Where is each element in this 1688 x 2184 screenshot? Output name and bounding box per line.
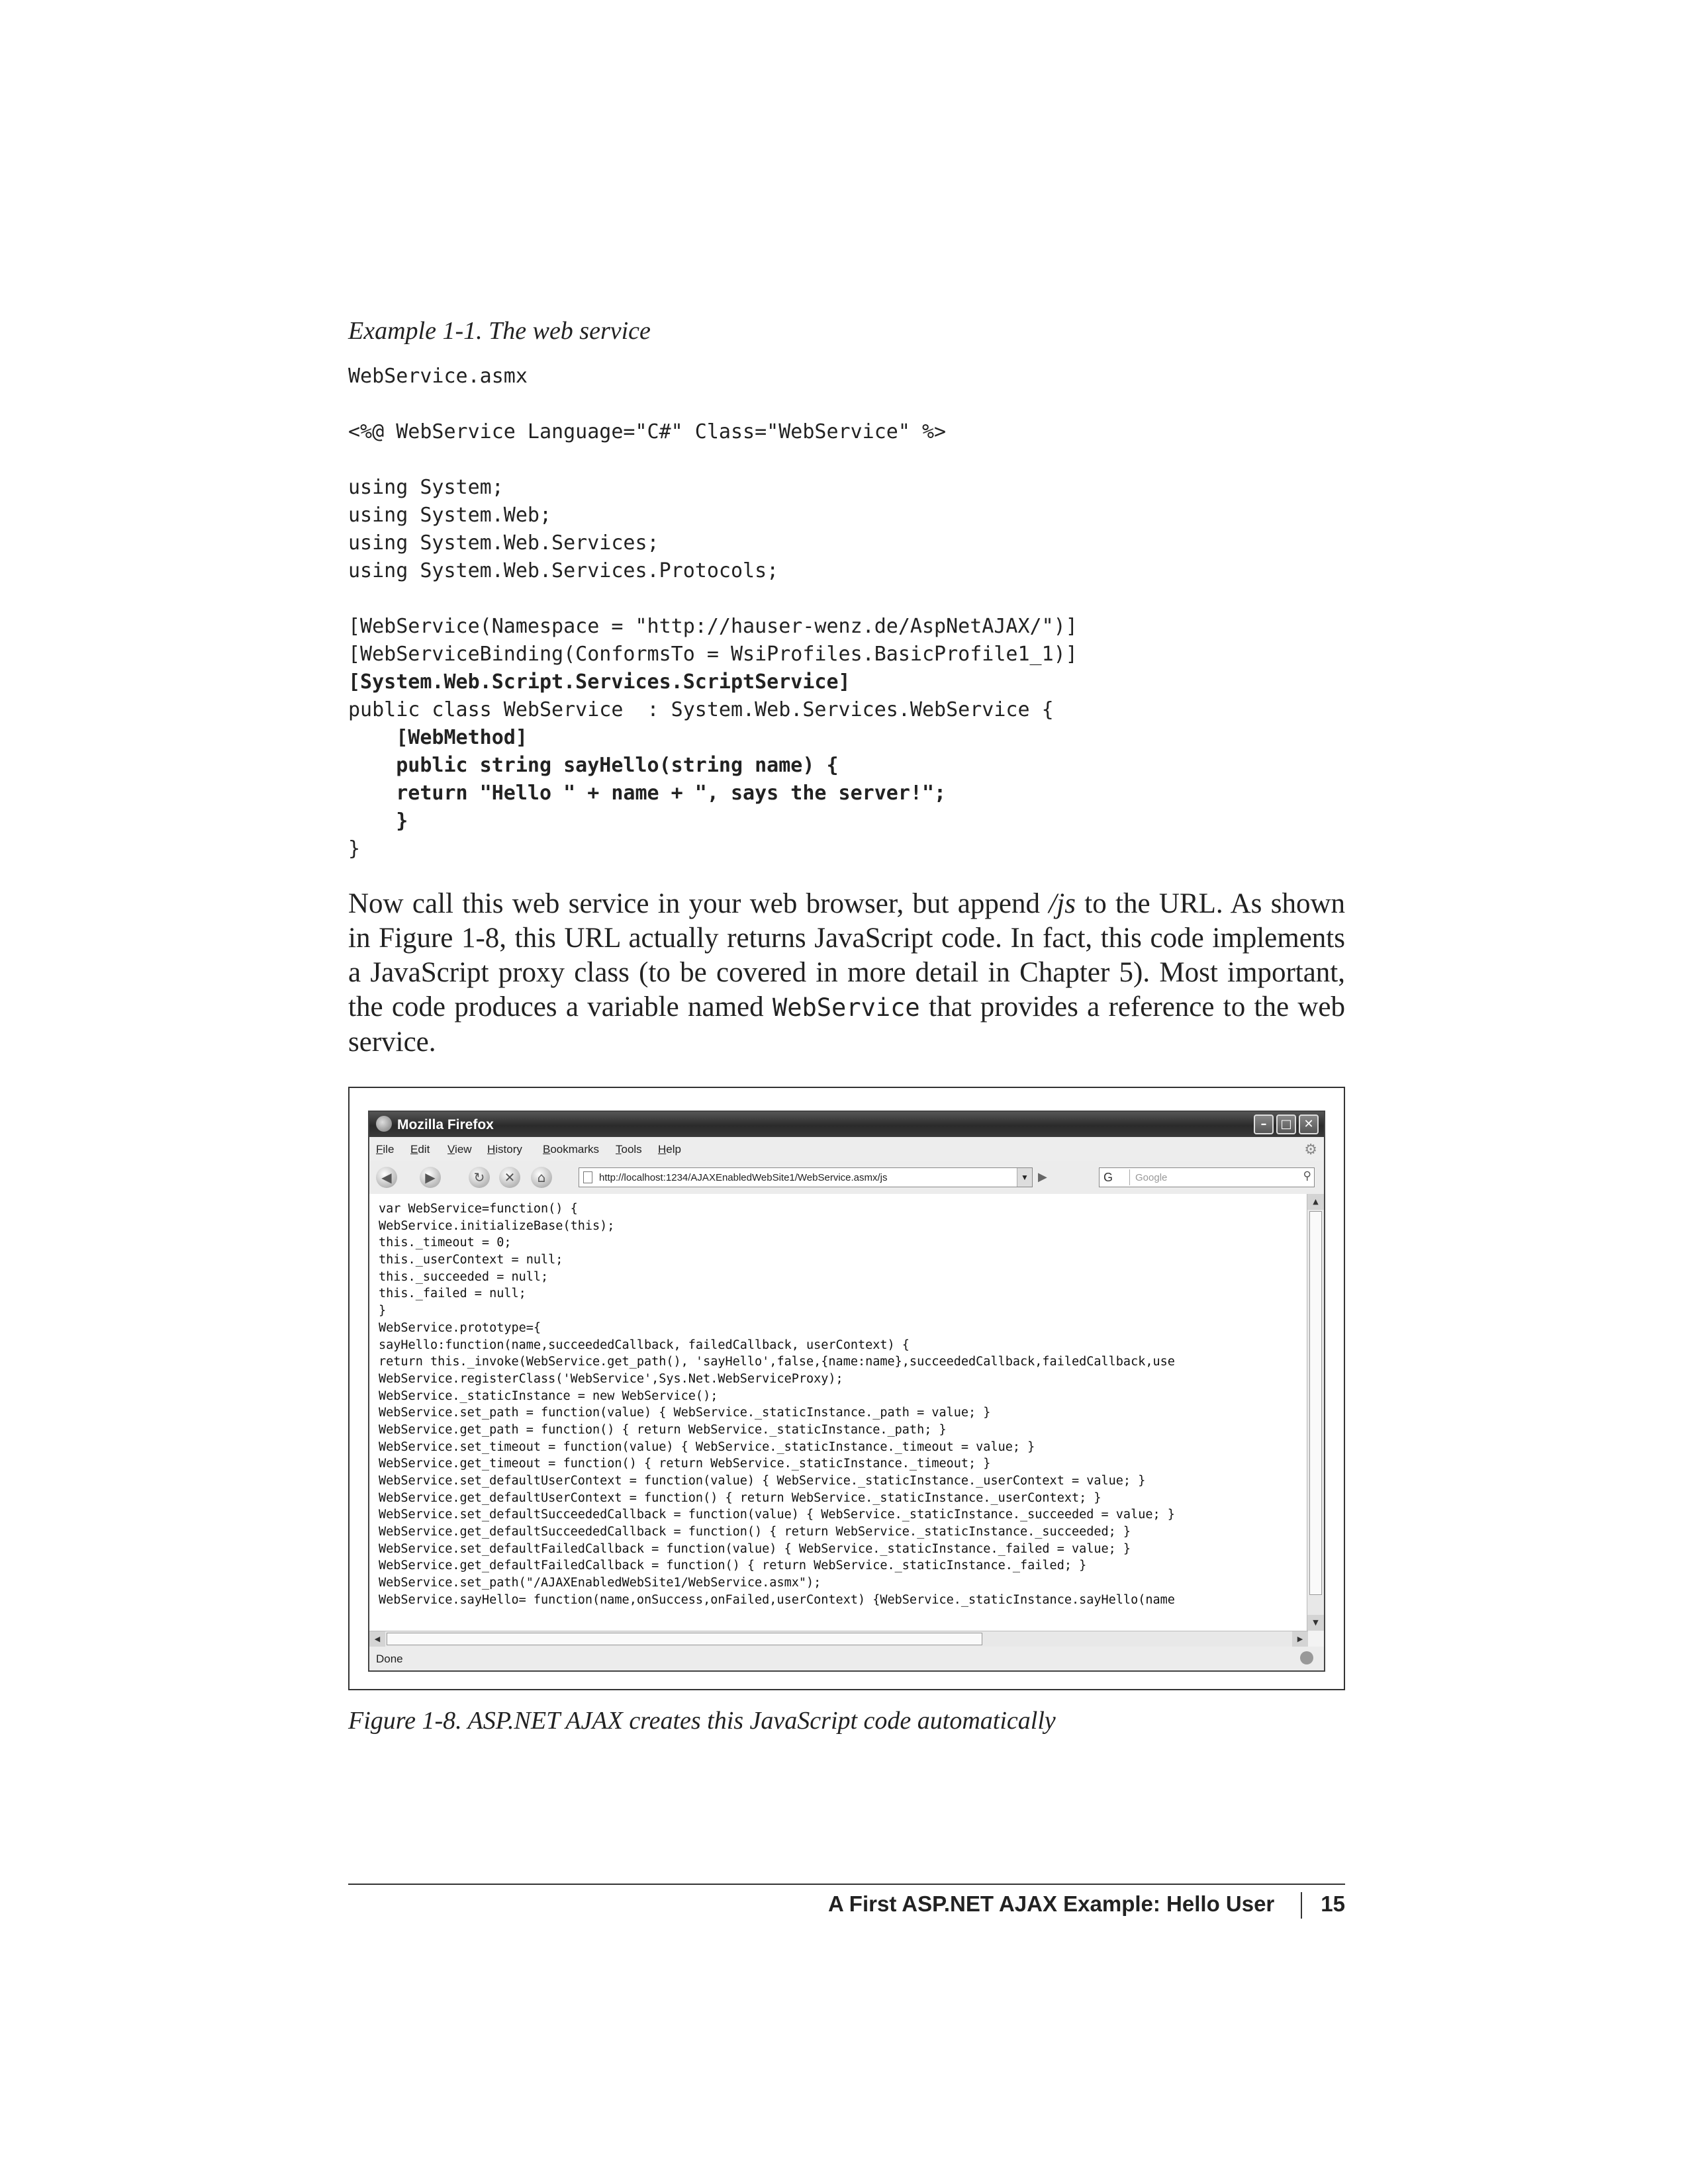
window-title: Mozilla Firefox (397, 1117, 494, 1132)
code-line: using System.Web.Services.Protocols; (348, 559, 779, 582)
scroll-left-icon[interactable]: ◀ (369, 1631, 385, 1647)
status-text: Done (376, 1653, 403, 1665)
vertical-scroll-thumb[interactable] (1309, 1211, 1322, 1595)
menu-edit[interactable]: Edit (410, 1143, 430, 1156)
paragraph-js-path: /js (1049, 888, 1076, 919)
code-line: using System; (348, 476, 504, 499)
code-line: <%@ WebService Language="C#" Class="WebService" %> (348, 420, 947, 443)
js-line: WebService.sayHello= function(name,onSuccess,onFailed,userContext) {WebService._staticInstance.sayHello(name (379, 1592, 1175, 1607)
figure-caption: Figure 1-8. ASP.NET AJAX creates this JavaScript code automatically (348, 1707, 1056, 1735)
js-line: WebService.registerClass('WebService',Sys.Net.WebServiceProxy); (379, 1371, 843, 1386)
reload-icon[interactable]: ↻ (469, 1167, 490, 1188)
scroll-right-icon[interactable]: ▶ (1292, 1631, 1308, 1647)
js-line: } (379, 1304, 387, 1318)
scroll-up-icon[interactable]: ▲ (1307, 1194, 1324, 1210)
js-line: WebService.get_path = function() { return WebService._staticInstance._path; } (379, 1422, 947, 1437)
code-line: return "Hello " + name + ", says the server!"; (348, 782, 947, 805)
example-caption: Example 1-1. The web service (348, 317, 651, 345)
code-line: } (348, 809, 408, 833)
home-icon[interactable]: ⌂ (531, 1167, 552, 1188)
search-placeholder[interactable]: Google (1135, 1172, 1168, 1183)
code-line: public string sayHello(string name) { (348, 754, 839, 777)
code-line: using System.Web.Services; (348, 531, 659, 555)
menu-history[interactable]: History (487, 1143, 522, 1156)
browser-window (368, 1111, 1325, 1672)
js-line: WebService.get_timeout = function() { return WebService._staticInstance._timeout; } (379, 1457, 991, 1471)
js-line: WebService.set_path("/AJAXEnabledWebSite1/WebService.asmx"); (379, 1576, 821, 1590)
js-line: this._userContext = null; (379, 1253, 563, 1267)
scroll-down-icon[interactable]: ▼ (1307, 1615, 1324, 1631)
status-bar (369, 1647, 1324, 1670)
code-line (348, 446, 1078, 474)
js-line: this._failed = null; (379, 1287, 526, 1301)
go-icon[interactable]: ▶ (1038, 1170, 1047, 1184)
running-footer (794, 1891, 1345, 1919)
js-line: WebService.set_timeout = function(value) { WebService._staticInstance._timeout = value; } (379, 1439, 1035, 1454)
js-line: WebService.set_defaultSucceededCallback = function(value) { WebService._staticInstance._succeeded = value; } (379, 1508, 1175, 1522)
firefox-icon (376, 1116, 392, 1132)
body-paragraph (348, 887, 1345, 1060)
menu-bookmarks[interactable]: Bookmarks (543, 1143, 600, 1156)
js-line: WebService.get_defaultFailedCallback = function() { return WebService._staticInstance._failed; } (379, 1559, 1087, 1573)
js-line: return this._invoke(WebService.get_path(), 'sayHello',false,{name:name},succeededCallback,failedCallback,use (379, 1355, 1175, 1369)
js-line: WebService.set_path = function(value) { WebService._staticInstance._path = value; } (379, 1406, 991, 1420)
menu-view[interactable]: View (447, 1143, 472, 1156)
url-dropdown-icon[interactable]: ▼ (1017, 1168, 1032, 1187)
menu-tools[interactable]: Tools (616, 1143, 642, 1156)
code-line: public class WebService : System.Web.Services.WebService { (348, 698, 1054, 721)
page-content (369, 1194, 1308, 1631)
code-line: using System.Web; (348, 504, 552, 527)
minimize-button[interactable]: – (1254, 1115, 1274, 1134)
close-button[interactable]: ✕ (1299, 1115, 1319, 1134)
menu-bar (369, 1137, 1324, 1161)
js-line: WebService.set_defaultUserContext = function(value) { WebService._staticInstance._userContext = value; } (379, 1474, 1146, 1488)
url-text[interactable]: http://localhost:1234/AJAXEnabledWebSite1/WebService.asmx/js (599, 1172, 888, 1183)
code-listing (348, 363, 1078, 863)
js-line: WebService.initializeBase(this); (379, 1218, 615, 1233)
js-line: WebService.prototype={ (379, 1320, 541, 1335)
code-line: WebService.asmx (348, 365, 528, 388)
maximize-button[interactable]: □ (1276, 1115, 1296, 1134)
search-engine-icon[interactable]: G (1101, 1169, 1130, 1185)
horizontal-scroll-thumb[interactable] (387, 1633, 982, 1645)
url-bar[interactable] (579, 1167, 1033, 1187)
search-box[interactable] (1099, 1167, 1315, 1187)
code-line: [WebServiceBinding(ConformsTo = WsiProfiles.BasicProfile1_1)] (348, 643, 1078, 666)
navigation-toolbar (369, 1161, 1324, 1195)
paragraph-text-1: Now call this web service in your web browser, but append (348, 888, 1049, 919)
js-line: WebService.get_defaultSucceededCallback = function() { return WebService._staticInstance._succeeded; } (379, 1525, 1131, 1539)
menu-file[interactable]: File (376, 1143, 395, 1156)
stop-icon[interactable]: ✕ (499, 1167, 520, 1188)
menu-help[interactable]: Help (658, 1143, 681, 1156)
js-line: this._timeout = 0; (379, 1236, 512, 1250)
paragraph-code-word: WebService (772, 993, 920, 1022)
code-line (348, 390, 1078, 418)
js-line: WebService.get_defaultUserContext = function() { return WebService._staticInstance._userContext; } (379, 1490, 1102, 1505)
code-line: [WebMethod] (348, 726, 528, 749)
footer-title: A First ASP.NET AJAX Example: Hello User (828, 1891, 1275, 1916)
page-number: 15 (1321, 1891, 1345, 1916)
js-line: var WebService=function() { (379, 1202, 578, 1216)
javascript-source (379, 1201, 1175, 1609)
code-line (348, 585, 1078, 613)
back-arrow-icon[interactable]: ◀ (376, 1167, 397, 1188)
code-line: [System.Web.Script.Services.ScriptService] (348, 670, 851, 694)
title-bar (369, 1112, 1324, 1137)
gear-icon: ⚙ (1304, 1141, 1317, 1158)
js-line: WebService._staticInstance = new WebService(); (379, 1388, 718, 1403)
search-icon[interactable]: ⚲ (1303, 1169, 1311, 1183)
forward-arrow-icon[interactable]: ▶ (420, 1167, 441, 1188)
js-line: sayHello:function(name,succeededCallback, failedCallback, userContext) { (379, 1338, 910, 1352)
horizontal-scrollbar[interactable] (369, 1631, 1308, 1647)
figure-frame (348, 1087, 1345, 1690)
paragraph-text-3: that provides a reference to the web service. (348, 991, 1345, 1058)
code-line: } (348, 837, 361, 860)
code-line: [WebService(Namespace = "http://hauser-wenz.de/AspNetAJAX/")] (348, 615, 1078, 638)
js-line: this._succeeded = null; (379, 1269, 549, 1284)
vertical-scrollbar[interactable] (1307, 1194, 1324, 1631)
js-line: WebService.set_defaultFailedCallback = function(value) { WebService._staticInstance._failed = value; } (379, 1541, 1131, 1556)
footer-rule (348, 1884, 1345, 1885)
page-icon (583, 1171, 592, 1183)
paragraph-text-2: to the URL. As shown in Figure 1-8, this URL actually returns JavaScript code. In fact, this code implements a JavaScript proxy class (to be covered in more detail in Chapter 5). Most important, the code produces a variable named (348, 888, 1345, 1023)
status-icon (1300, 1651, 1313, 1664)
footer-separator (1301, 1892, 1302, 1919)
